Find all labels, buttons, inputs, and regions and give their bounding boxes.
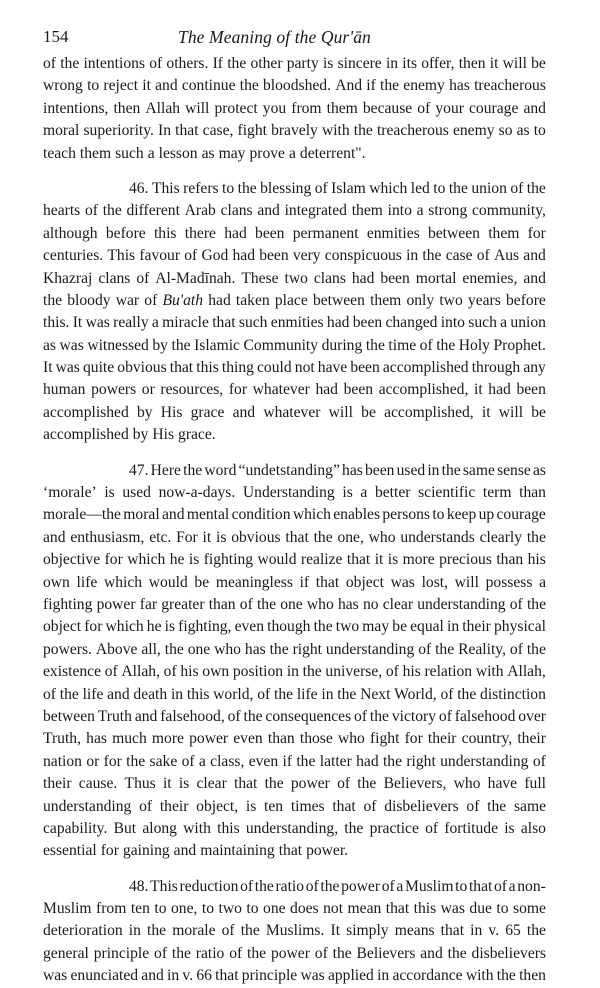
text-line: of the life and death in this world, of the life in the Next World, of the distinction — [43, 685, 546, 703]
text-line: and enthusiasm, etc. For it is obvious that the one, who understands clearly the — [43, 528, 546, 546]
body-text — [43, 53, 546, 988]
paragraph-gap — [43, 447, 546, 460]
text-line: deterioration in the morale of the Muslims. It simply means that in v. 65 the — [43, 922, 546, 940]
text-line: Khazraj clans of Al-Madīnah. These two clans had been mortal enemies, and — [43, 269, 546, 287]
text-line: understanding of their object, is ten times that of disbelievers of the same — [43, 797, 546, 815]
text-line: general principle of the ratio of the power of the Believers and the disbelievers — [43, 944, 546, 962]
text-line: this. It was really a miracle that such enmities had been changed into such a union — [43, 314, 546, 332]
text-line: existence of Allah, of his own position in the universe, of his relation with Allah, — [43, 663, 546, 681]
text-line: morale—the moral and mental condition which enables persons to keep up courage — [43, 506, 546, 524]
paragraph-note-46 — [43, 178, 546, 447]
text-line: intentions, then Allah will protect you from them because of your courage and — [43, 99, 546, 117]
text-line: human powers or resources, for whatever had been accomplished, it had been — [43, 381, 546, 399]
text-line: 48. This reduction of the ratio of the power of a Muslim to that of a non- — [129, 877, 546, 895]
paragraph-gap — [43, 165, 546, 178]
text-line: capability. But along with this understanding, the practice of fortitude is also — [43, 819, 546, 837]
text-line: Truth, has much more power even than those who fight for their country, their — [43, 730, 546, 748]
text-line: fighting power far greater than of the one who has no clear understanding of the — [43, 595, 546, 613]
text-line: as was witnessed by the Islamic Community during the time of the Holy Prophet. — [43, 336, 546, 354]
text-line: wrong to reject it and continue the bloodshed. And if the enemy has treacherous — [43, 77, 546, 95]
text-line: essential for gaining and maintaining that power. — [43, 842, 349, 860]
text-line: It was quite obvious that this thing could not have been accomplished through any — [43, 359, 546, 377]
paragraph-gap — [43, 863, 546, 876]
running-header — [43, 26, 545, 50]
text-line: ‘morale’ is used now-a-days. Understanding is a better scientific term than — [43, 484, 546, 502]
text-line: was enunciated and in v. 66 that principle was applied in accordance with the then — [43, 967, 546, 985]
text-line: their cause. Thus it is clear that the power of the Believers, who have full — [43, 775, 546, 793]
text-line: powers. Above all, the one who has the right understanding of the Reality, of the — [43, 640, 546, 658]
text-line: objective for which he is fighting would realize that it is more precious than his — [43, 551, 546, 569]
text-line: 46. This refers to the blessing of Islam which led to the union of the — [129, 179, 546, 197]
text-line: between Truth and falsehood, of the consequences of the victory of falsehood over — [43, 707, 546, 725]
paragraph-note-47 — [43, 460, 546, 863]
text-line: the bloody war of Bu'ath had taken place between them only two years before — [43, 291, 546, 309]
text-line: although before this there had been permanent enmities between them for — [43, 224, 546, 242]
text-line: hearts of the different Arab clans and integrated them into a strong community, — [43, 202, 546, 220]
text-line: object for which he is fighting, even though the two may be equal in their physical — [43, 618, 546, 636]
book-title: The Meaning of the Qur'ān — [178, 27, 371, 47]
text-line: centuries. This favour of God had been very conspicuous in the case of Aus and — [43, 247, 546, 265]
text-line: 47. Here the word “undetstanding” has been used in the same sense as — [129, 461, 546, 479]
text-line: of the intentions of others. If the other party is sincere in its offer, then it will be — [43, 55, 546, 72]
text-line: nation or for the sake of a class, even if the latter had the right understanding of — [43, 752, 546, 770]
text-line: teach them such a lesson as may prove a deterrent". — [43, 144, 366, 162]
page-number: 154 — [43, 27, 69, 46]
text-line: accomplished by His grace. — [43, 426, 216, 444]
text-line: accomplished by His grace and whatever will be accomplished, it will be — [43, 403, 546, 421]
text-line: moral superiority. In that case, fight bravely with the treacherous enemy so as to — [43, 122, 546, 140]
paragraph-continuation — [43, 53, 546, 165]
text-line: Muslim from ten to one, to two to one does not mean that this was due to some — [43, 900, 546, 918]
text-line: own life which would be meaningless if that object was lost, will possess a — [43, 573, 546, 591]
paragraph-note-48 — [43, 876, 546, 988]
